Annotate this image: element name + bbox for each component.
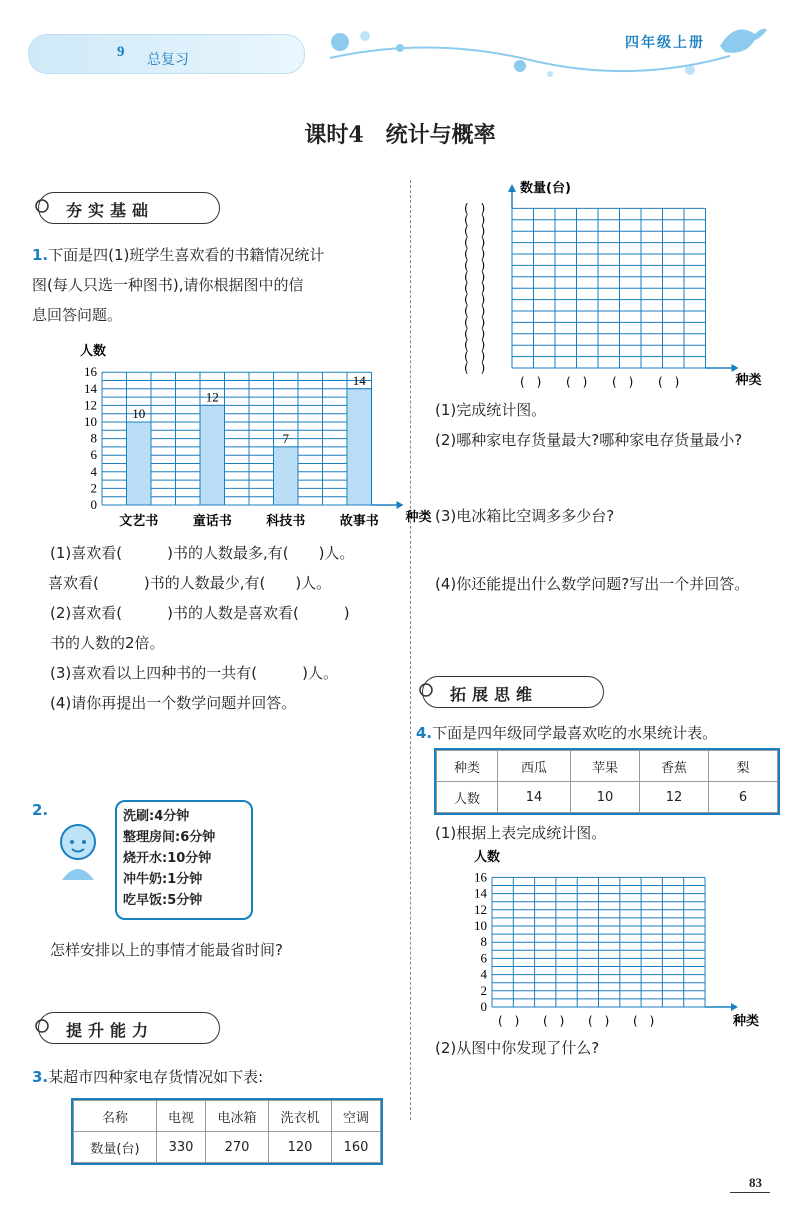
chapter-number: 9 xyxy=(117,44,125,60)
appliance-blank-grid xyxy=(460,178,780,393)
table-cell: 苹果 xyxy=(571,751,640,782)
x-tick-label: 故事书 xyxy=(339,514,379,529)
page-number-rule xyxy=(730,1192,770,1193)
y-tick-label: 0 xyxy=(90,497,97,512)
section-basic-label: 夯实基础 xyxy=(66,201,155,220)
x-tick-blank: ( ) xyxy=(566,375,588,389)
task-bubble xyxy=(115,800,253,920)
page-number: 83 xyxy=(749,1175,762,1190)
y-tick-blank: ( ) xyxy=(464,292,486,307)
q3-intro: 某超市四种家电存货情况如下表: xyxy=(48,1068,264,1086)
x-tick-blank: ( ) xyxy=(543,1014,565,1028)
bar xyxy=(127,422,152,505)
q3-sub: (1)完成统计图。 xyxy=(435,401,547,419)
y-tick-blank: ( ) xyxy=(464,349,486,364)
bird-icon xyxy=(715,16,770,61)
y-tick-label: 8 xyxy=(90,430,97,446)
x-axis-label: 种类 xyxy=(733,1014,760,1029)
table-row xyxy=(437,751,778,782)
y-axis-label: 数量(台) xyxy=(520,181,571,196)
q1-subquestions xyxy=(50,538,410,718)
bar xyxy=(347,389,372,505)
y-tick-blank: ( ) xyxy=(464,224,486,239)
table-row xyxy=(74,1101,381,1132)
table-cell: 10 xyxy=(571,782,640,813)
table-cell: 160 xyxy=(332,1132,381,1163)
q3-number: 3. xyxy=(32,1068,49,1086)
q1-number: 1. xyxy=(32,246,49,264)
y-tick-label: 0 xyxy=(480,999,487,1014)
table-cell: 电冰箱 xyxy=(206,1101,269,1132)
q1-sub: 书的人数的2倍。 xyxy=(50,634,165,652)
x-tick-blank: ( ) xyxy=(612,375,634,389)
x-tick-blank: ( ) xyxy=(498,1014,520,1028)
q4-text xyxy=(416,718,717,748)
y-tick-label: 2 xyxy=(90,480,97,496)
y-tick-label: 10 xyxy=(474,918,487,933)
fruit-blank-grid xyxy=(440,845,770,1035)
table-cell: 名称 xyxy=(74,1101,157,1132)
table-cell: 6 xyxy=(709,782,778,813)
q4-sub: (1)根据上表完成统计图。 xyxy=(435,824,607,842)
y-tick-blank: ( ) xyxy=(464,304,486,318)
table-cell: 120 xyxy=(269,1132,332,1163)
table-row xyxy=(74,1132,381,1163)
y-tick-blank: ( ) xyxy=(464,269,486,284)
child-avatar-icon xyxy=(48,818,108,882)
circles-icon xyxy=(412,680,442,710)
table-cell: 电视 xyxy=(157,1101,206,1132)
y-tick-blank: ( ) xyxy=(464,338,486,353)
chapter-banner xyxy=(28,34,305,74)
x-axis-arrow-icon xyxy=(732,364,739,372)
y-tick-label: 10 xyxy=(84,414,97,429)
section-basic xyxy=(28,192,228,226)
table-cell: 数量(台) xyxy=(74,1132,157,1163)
x-tick-blank: ( ) xyxy=(520,375,542,389)
y-tick-label: 2 xyxy=(480,982,487,998)
x-tick-label: 文艺书 xyxy=(119,514,159,529)
y-tick-label: 6 xyxy=(90,447,97,463)
q4-sub: (2)从图中你发现了什么? xyxy=(435,1039,600,1057)
table-cell: 空调 xyxy=(332,1101,381,1132)
x-axis-label: 种类 xyxy=(405,510,432,525)
q3-subquestions xyxy=(435,395,795,599)
y-tick-blank: ( ) xyxy=(464,212,486,227)
q1-sub: (3)喜欢看以上四种书的一共有( )人。 xyxy=(50,664,338,682)
q3-text xyxy=(32,1062,263,1092)
q1-sub: (4)请你再提出一个数学问题并回答。 xyxy=(50,694,297,712)
y-tick-blank: ( ) xyxy=(464,247,486,261)
table-cell: 香蕉 xyxy=(640,751,709,782)
y-tick-label: 8 xyxy=(480,934,487,950)
lesson-title: 课时4 统计与概率 xyxy=(304,122,496,148)
y-tick-label: 14 xyxy=(474,885,487,901)
x-tick-label: 童话书 xyxy=(192,514,232,529)
y-axis-label: 人数 xyxy=(474,850,501,865)
q4-intro: 下面是四年级同学最喜欢吃的水果统计表。 xyxy=(432,724,718,742)
x-tick-blank: ( ) xyxy=(658,375,680,389)
task-item: 冲牛奶:1分钟 xyxy=(123,872,203,887)
task-item: 烧开水:10分钟 xyxy=(123,851,212,866)
q2-number: 2. xyxy=(32,801,49,819)
bar-data-label: 7 xyxy=(282,430,289,446)
section-improve-label: 提升能力 xyxy=(66,1021,155,1040)
y-tick-label: 4 xyxy=(480,966,487,982)
q3-sub: (2)哪种家电存货量最大?哪种家电存货量最小? xyxy=(435,431,743,449)
x-axis-arrow-icon xyxy=(731,1003,738,1011)
x-axis-arrow-icon xyxy=(397,501,404,509)
table-cell: 270 xyxy=(206,1132,269,1163)
y-axis-label: 人数 xyxy=(80,344,107,359)
grade-label: 四年级上册 xyxy=(625,35,705,51)
q1-sub: (2)喜欢看( )书的人数是喜欢看( ) xyxy=(50,604,350,622)
appliance-table xyxy=(73,1100,381,1163)
q3-sub: (3)电冰箱比空调多多少台? xyxy=(435,507,615,525)
x-tick-blank: ( ) xyxy=(588,1014,610,1028)
section-extend-label: 拓展思维 xyxy=(450,685,539,704)
q2-question: 怎样安排以上的事情才能最省时间? xyxy=(50,941,283,959)
q1-line: 下面是四(1)班学生喜欢看的书籍情况统计 xyxy=(48,246,325,264)
table-cell: 梨 xyxy=(709,751,778,782)
column-divider xyxy=(410,180,411,1120)
bar-data-label: 12 xyxy=(205,389,219,405)
y-tick-label: 12 xyxy=(474,901,487,917)
y-tick-label: 16 xyxy=(474,869,487,885)
bar xyxy=(200,405,225,505)
y-tick-blank: ( ) xyxy=(464,315,486,330)
table-cell: 330 xyxy=(157,1132,206,1163)
section-extend xyxy=(412,676,612,710)
y-tick-blank: ( ) xyxy=(464,281,486,296)
bar-data-label: 10 xyxy=(132,406,146,421)
table-cell: 人数 xyxy=(437,782,498,813)
q1-text xyxy=(32,240,402,330)
y-tick-label: 14 xyxy=(84,380,97,396)
y-tick-label: 12 xyxy=(84,397,97,413)
bar xyxy=(274,447,299,505)
table-cell: 西瓜 xyxy=(498,751,571,782)
x-axis-label: 种类 xyxy=(735,373,762,388)
table-cell: 洗衣机 xyxy=(269,1101,332,1132)
circles-icon xyxy=(28,1016,58,1046)
x-tick-label: 科技书 xyxy=(266,514,306,529)
q1-sub: 喜欢看( )书的人数最少,有( )人。 xyxy=(48,574,332,592)
section-improve xyxy=(28,1012,228,1046)
task-item: 吃早饭:5分钟 xyxy=(123,893,203,908)
y-axis-arrow-icon xyxy=(508,184,516,192)
y-tick-label: 6 xyxy=(480,950,487,966)
circles-icon xyxy=(28,196,58,226)
q3-sub: (4)你还能提出什么数学问题?写出一个并回答。 xyxy=(435,575,750,593)
fruit-table xyxy=(436,750,778,813)
q1-line: 息回答问题。 xyxy=(32,306,123,324)
q1-sub: (1)喜欢看( )书的人数最多,有( )人。 xyxy=(50,544,355,562)
y-tick-label: 4 xyxy=(90,463,97,479)
table-row xyxy=(437,782,778,813)
y-tick-blank: ( ) xyxy=(464,235,486,250)
chapter-title: 总复习 xyxy=(147,52,189,68)
book-bar-chart xyxy=(50,335,432,535)
table-cell: 14 xyxy=(498,782,571,813)
y-tick-blank: ( ) xyxy=(464,361,486,375)
x-tick-blank: ( ) xyxy=(633,1014,655,1028)
task-item: 整理房间:6分钟 xyxy=(123,830,216,845)
task-item: 洗刷:4分钟 xyxy=(123,809,190,824)
table-cell: 种类 xyxy=(437,751,498,782)
y-tick-label: 16 xyxy=(84,364,97,380)
q4-number: 4. xyxy=(416,724,433,742)
y-tick-blank: ( ) xyxy=(464,258,486,273)
bar-data-label: 14 xyxy=(352,372,366,388)
y-tick-blank: ( ) xyxy=(464,201,486,216)
table-cell: 12 xyxy=(640,782,709,813)
q1-line: 图(每人只选一种图书),请你根据图中的信 xyxy=(32,276,304,294)
y-tick-blank: ( ) xyxy=(464,326,486,341)
